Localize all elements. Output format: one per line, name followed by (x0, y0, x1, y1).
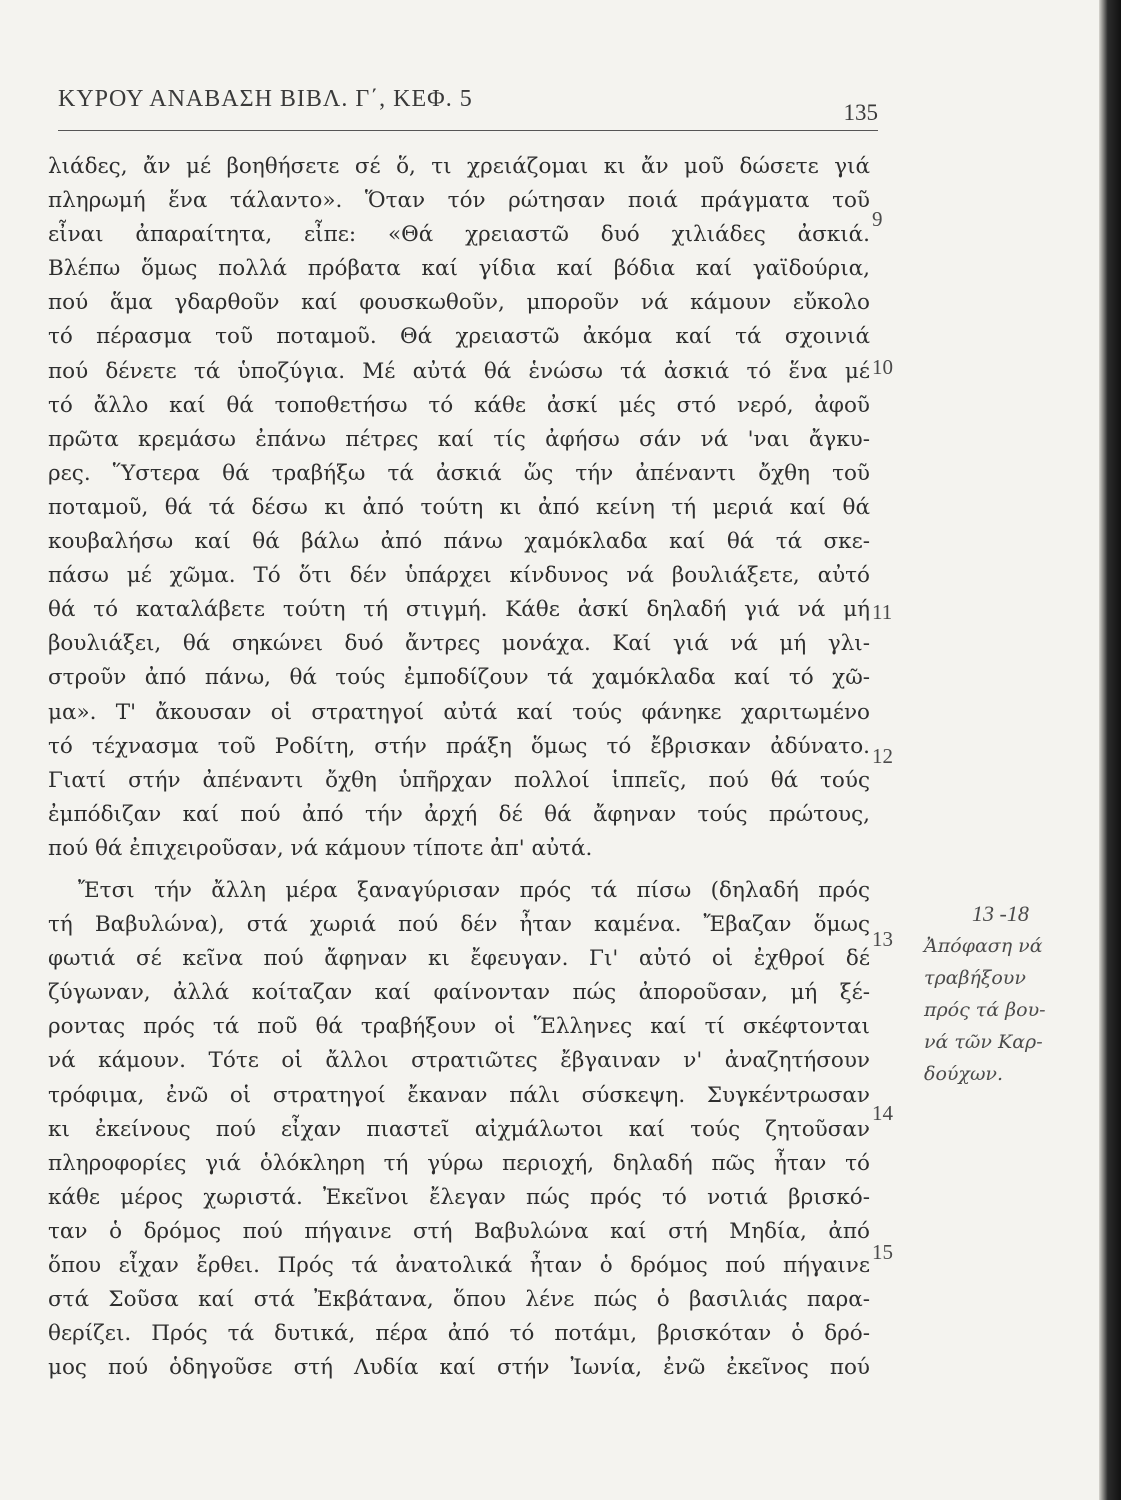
text-line: ρες. Ὕστερα θά τραβήξω τά ἀσκιά ὥς τήν ἀπέναντι ὄχθη τοῦ (48, 460, 870, 486)
text-line: μα». Τ' ἄκουσαν οἱ στρατηγοί αὐτά καί τούς φάνηκε χαριτωμένο (48, 699, 870, 725)
margin-note (918, 898, 1088, 1090)
text-line: θά τό καταλάβετε τούτη τή στιγμή. Κάθε ἀσκί δηλαδή γιά νά μή (48, 597, 870, 623)
text-line: στροῦν ἀπό πάνω, θά τούς ἐμποδίζουν τά χαμόκλαδα καί τό χῶ- (48, 665, 870, 691)
text-line: πληρωμή ἕνα τάλαντο». Ὅταν τόν ρώτησαν ποιά πράγματα τοῦ (48, 188, 870, 214)
text-line: ταν ὁ δρόμος πού πήγαινε στή Βαβυλώνα καί στή Μηδία, ἀπό (48, 1218, 870, 1244)
page-header (58, 86, 878, 131)
text-line: Ἔτσι τήν ἄλλη μέρα ξαναγύρισαν πρός τά πίσω (δηλαδή πρός (78, 877, 870, 903)
text-line: φωτιά σέ κεῖνα πού ἄφηναν κι ἔφευγαν. Γι' αὐτό οἱ ἐχθροί δέ (48, 946, 870, 972)
margin-note-line: νά τῶν Καρ- (924, 1031, 1043, 1053)
page-edge-shadow (1099, 0, 1121, 1500)
text-line: κι ἐκείνους πού εἶχαν πιαστεῖ αἰχμάλωτοι καί τούς ζητοῦσαν (48, 1116, 870, 1142)
text-line: εἶναι ἀπαραίτητα, εἶπε: «Θά χρειαστῶ δυό χιλιάδες ἀσκιά. (48, 222, 870, 248)
text-line: ζύγωναν, ἀλλά κοίταζαν καί φαίνονταν πώς ἀποροῦσαν, μή ξέ- (48, 980, 870, 1006)
text-line: τό πέρασμα τοῦ ποταμοῦ. Θά χρειαστῶ ἀκόμα καί τά σχοινιά (48, 324, 870, 350)
text-line: λιάδες, ἄν μέ βοηθήσετε σέ ὅ, τι χρειάζομαι κι ἄν μοῦ δώσετε γιά (48, 154, 870, 179)
text-line: τή Βαβυλώνα), στά χωριά πού δέν ἦταν καμένα. Ἔβαζαν ὅμως (48, 912, 870, 938)
text-line: ὅπου εἶχαν ἔρθει. Πρός τά ἀνατολικά ἦταν ὁ δρόμος πού πήγαινε (48, 1253, 870, 1278)
verse-number: 14 (872, 1101, 893, 1125)
text-line: θερίζει. Πρός τά δυτικά, πέρα ἀπό τό ποτάμι, βρισκόταν ὁ δρό- (48, 1321, 870, 1347)
margin-note-line: πρός τά βου- (924, 999, 1046, 1021)
margin-note-range: 13 -18 (972, 901, 1029, 926)
text-line: τό ἄλλο καί θά τοποθετήσω τό κάθε ἀσκί μές στό νερό, ἀφοῦ (48, 392, 870, 418)
text-line: ποταμοῦ, θά τά δέσω κι ἀπό τούτη κι ἀπό κείνη τή μεριά καί θά (48, 494, 870, 520)
text-line: πού δένετε τά ὑποζύγια. Μέ αὐτά θά ἑνώσω τά ἀσκιά τό ἕνα μέ (48, 358, 870, 384)
verse-number: 11 (872, 600, 893, 624)
text-line: ροντας πρός τά ποῦ θά τραβήξουν οἱ Ἕλληνες καί τί σκέφτονται (48, 1014, 870, 1040)
margin-note-line: δούχων. (924, 1063, 1004, 1085)
text-line: κάθε μέρος χωριστά. Ἐκεῖνοι ἔλεγαν πώς πρός τό νοτιά βρισκό- (48, 1184, 870, 1210)
page-number: 135 (843, 100, 878, 125)
margin-note-line: τραβήξουν (924, 967, 1026, 989)
text-line: βουλιάξει, θά σηκώνει δυό ἄντρες μονάχα. Καί γιά νά μή γλι- (48, 631, 870, 657)
margin-note-line: Ἀπόφαση νά (924, 935, 1043, 957)
running-title: ΚΥΡΟΥ ΑΝΑΒΑΣΗ ΒΙΒΛ. Γ΄, ΚΕΦ. 5 (58, 86, 473, 112)
verse-number: 15 (872, 1240, 893, 1264)
text-line: πληροφορίες γιά ὁλόκληρη τή γύρω περιοχή, δηλαδή πῶς ἦταν τό (48, 1150, 870, 1176)
text-line: τρόφιμα, ἐνῶ οἱ στρατηγοί ἔκαναν πάλι σύσκεψη. Συγκέντρωσαν (48, 1082, 870, 1108)
body-text (48, 150, 870, 1385)
text-line: στά Σοῦσα καί στά Ἐκβάτανα, ὅπου λένε πώς ὁ βασιλιάς παρα- (48, 1287, 870, 1313)
text-line: νά κάμουν. Τότε οἱ ἄλλοι στρατιῶτες ἔβγαιναν ν' ἀναζητήσουν (48, 1048, 870, 1074)
text-line: μος πού ὁδηγοῦσε στή Λυδία καί στήν Ἰωνία, ἐνῶ ἐκεῖνος πού (48, 1355, 870, 1381)
text-line: Γιατί στήν ἀπέναντι ὄχθη ὑπῆρχαν πολλοί ἱππεῖς, πού θά τούς (48, 767, 870, 793)
text-line: ἐμπόδιζαν καί πού ἀπό τήν ἀρχή δέ θά ἄφηναν τούς πρώτους, (48, 801, 870, 827)
text-line: κουβαλήσω καί θά βάλω ἀπό πάνω χαμόκλαδα καί θά τά σκε- (48, 529, 870, 555)
text-line: Βλέπω ὅμως πολλά πρόβατα καί γίδια καί βόδια καί γαϊδούρια, (48, 256, 870, 282)
verse-number: 13 (872, 927, 893, 951)
verse-number: 9 (872, 207, 883, 231)
text-line: πρῶτα κρεμάσω ἐπάνω πέτρες καί τίς ἀφήσω σάν νά 'ναι ἄγκυ- (48, 426, 870, 452)
verse-number: 12 (872, 744, 893, 768)
verse-number: 10 (872, 355, 893, 379)
text-line: τό τέχνασμα τοῦ Ροδίτη, στήν πράξη ὅμως τό ἔβρισκαν ἀδύνατο. (48, 733, 870, 759)
text-line: πάσω μέ χῶμα. Τό ὅτι δέν ὑπάρχει κίνδυνος νά βουλιάξετε, αὐτό (48, 563, 870, 589)
text-line: πού ἅμα γδαρθοῦν καί φουσκωθοῦν, μποροῦν νά κάμουν εὔκολο (48, 290, 870, 316)
text-line: πού θά ἐπιχειροῦσαν, νά κάμουν τίποτε ἀπ' αὐτά. (48, 835, 593, 861)
